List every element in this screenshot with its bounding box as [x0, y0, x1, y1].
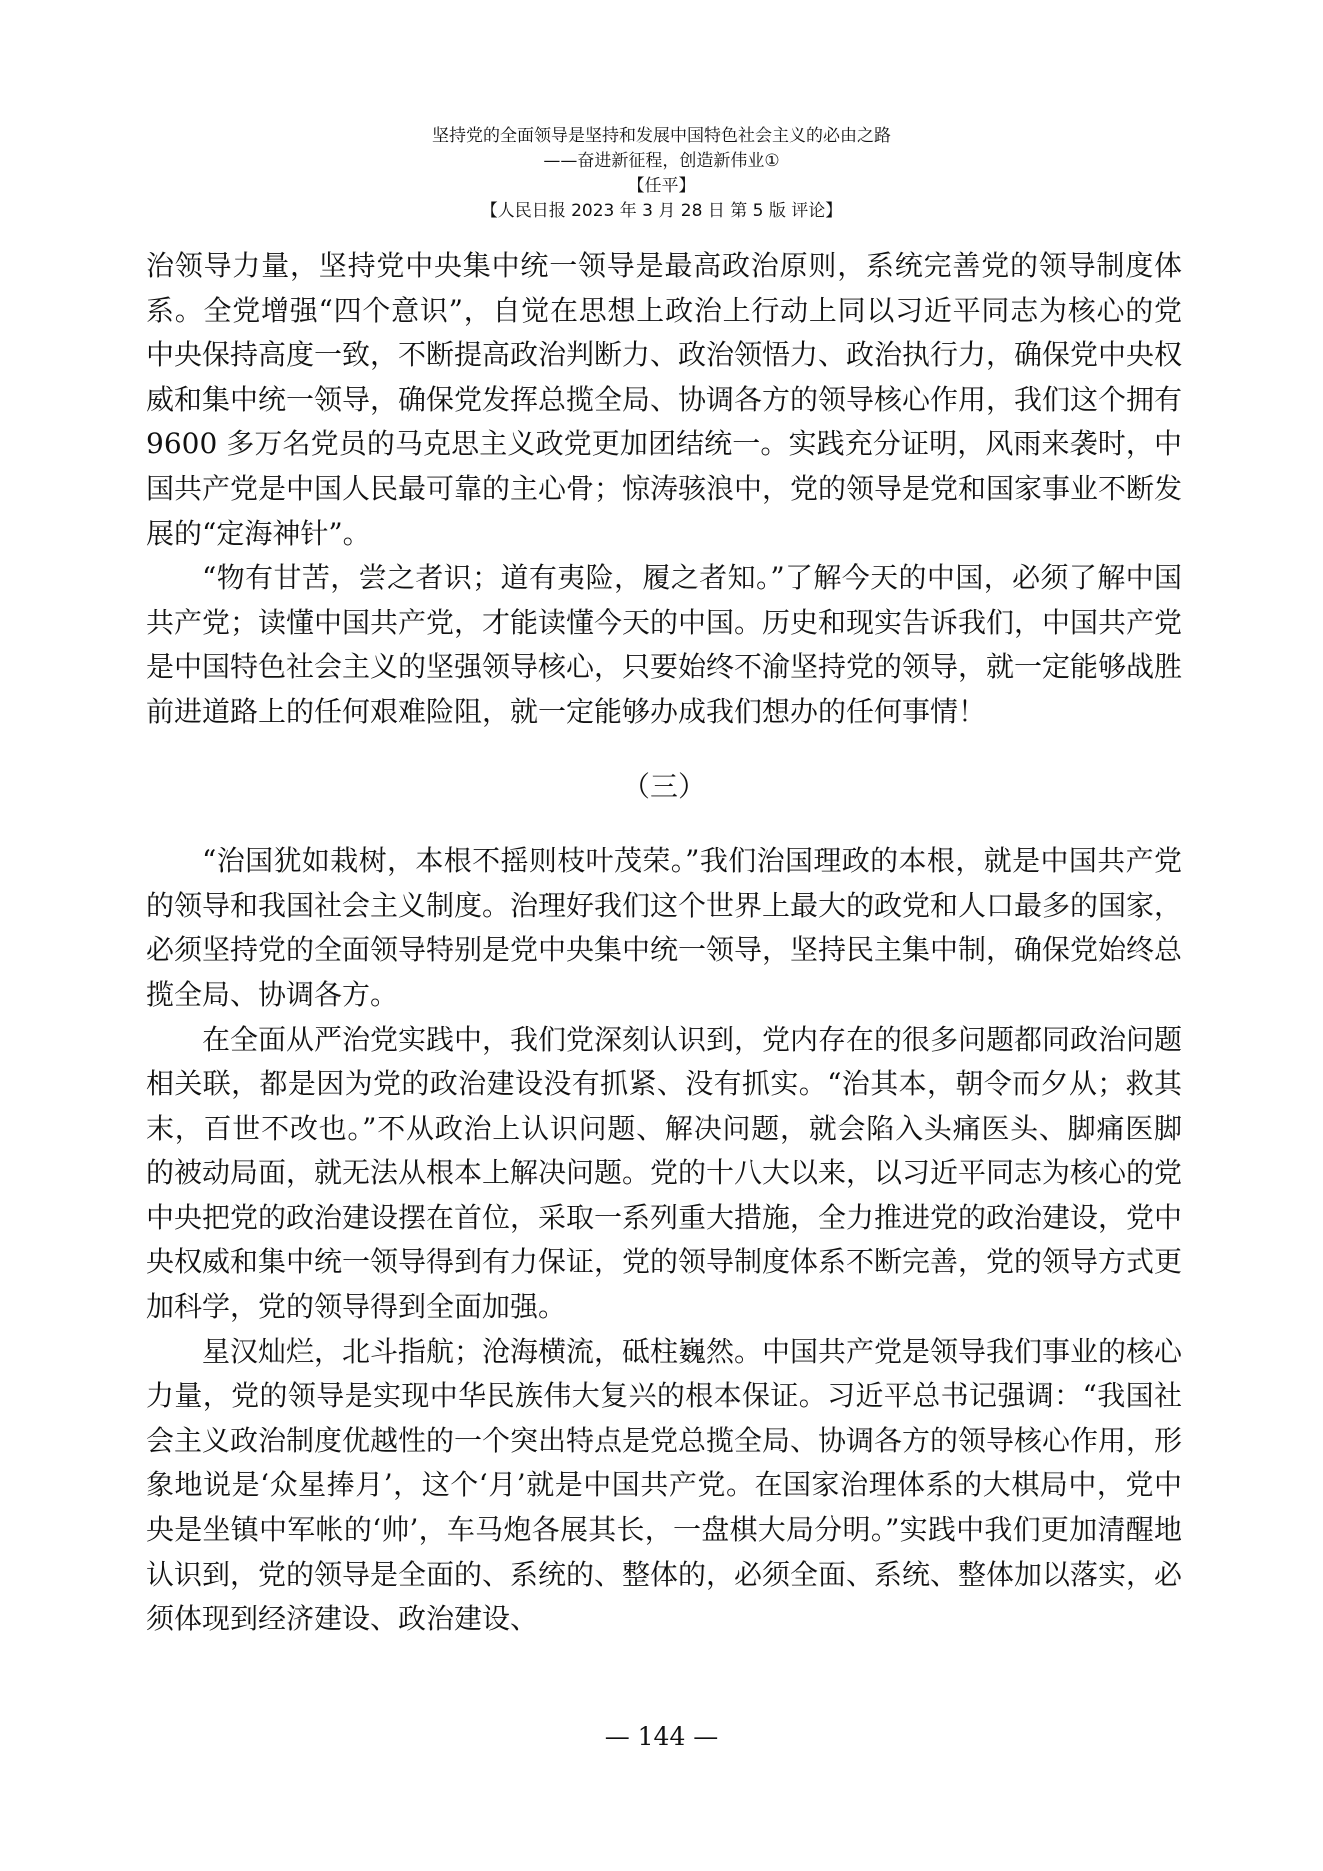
article-body — [146, 244, 1182, 1642]
paragraph: 星汉灿烂，北斗指航；沧海横流，砥柱巍然。中国共产党是领导我们事业的核心力量，党的领导是实现中华民族伟大复兴的根本保证。习近平总书记强调：“我国社会主义政治制度优越性的一个突出特点是党总揽全局、协调各方的领导核心作用，形象地说是‘众星捧月’，这个‘月’就是中国共产党。在国家治理体系的大棋局中，党中央是坐镇中军帐的‘帅’，车马炮各展其长，一盘棋大局分明。”实践中我们更加清醒地认识到，党的领导是全面的、系统的、整体的，必须全面、系统、整体加以落实，必须体现到经济建设、政治建设、 — [146, 1334, 1183, 1636]
section-heading: （三） — [621, 769, 706, 803]
article-author: 【任平】 — [627, 176, 696, 196]
paragraph: 治领导力量，坚持党中央集中统一领导是最高政治原则，系统完善党的领导制度体系。全党增强“四个意识”，自觉在思想上政治上行动上同以习近平同志为核心的党中央保持高度一致，不断提高政治判断力、政治领悟力、政治执行力，确保党中央权威和集中统一领导，确保党发挥总揽全局、协调各方的领导核心作用，我们这个拥有 9600 多万名党员的马克思主义政党更加团结统一。实践充分证明，风雨来袭时，中国共产党是中国人民最可靠的主心骨；惊涛骇浪中，党的领导是党和国家事业不断发展的“定海神针”。 — [146, 249, 1183, 550]
paragraph: 在全面从严治党实践中，我们党深刻认识到，党内存在的很多问题都同政治问题相关联，都是因为党的政治建设没有抓紧、没有抓实。“治其本，朝令而夕从；救其末，百世不改也。”不从政治上认识问题、解决问题，就会陷入头痛医头、脚痛医脚的被动局面，就无法从根本上解决问题。党的十八大以来，以习近平同志为核心的党中央把党的政治建设摆在首位，采取一系列重大措施，全力推进党的政治建设，党中央权威和集中统一领导得到有力保证，党的领导制度体系不断完善，党的领导方式更加科学，党的领导得到全面加强。 — [146, 1022, 1183, 1324]
article-subtitle: ——奋进新征程，创造新伟业① — [543, 151, 780, 171]
document-header — [0, 124, 1323, 224]
paragraph: “物有甘苦，尝之者识；道有夷险，履之者知。”了解今天的中国，必须了解中国共产党；读懂中国共产党，才能读懂今天的中国。历史和现实告诉我们，中国共产党是中国特色社会主义的坚强领导核心，只要始终不渝坚持党的领导，就一定能够战胜前进道路上的任何艰难险阻，就一定能够办成我们想办的任何事情！ — [146, 561, 1183, 728]
page-number: — 144 — — [604, 1722, 719, 1751]
article-title: 坚持党的全面领导是坚持和发展中国特色社会主义的必由之路 — [432, 126, 891, 146]
paragraph: “治国犹如栽树，本根不摇则枝叶茂荣。”我们治国理政的本根，就是中国共产党的领导和我国社会主义制度。治理好我们这个世界上最大的政党和人口最多的国家，必须坚持党的全面领导特别是党中央集中统一领导，坚持民主集中制，确保党始终总揽全局、协调各方。 — [146, 844, 1183, 1011]
article-source: 【人民日报 2023 年 3 月 28 日 第 5 版 评论】 — [480, 201, 843, 221]
